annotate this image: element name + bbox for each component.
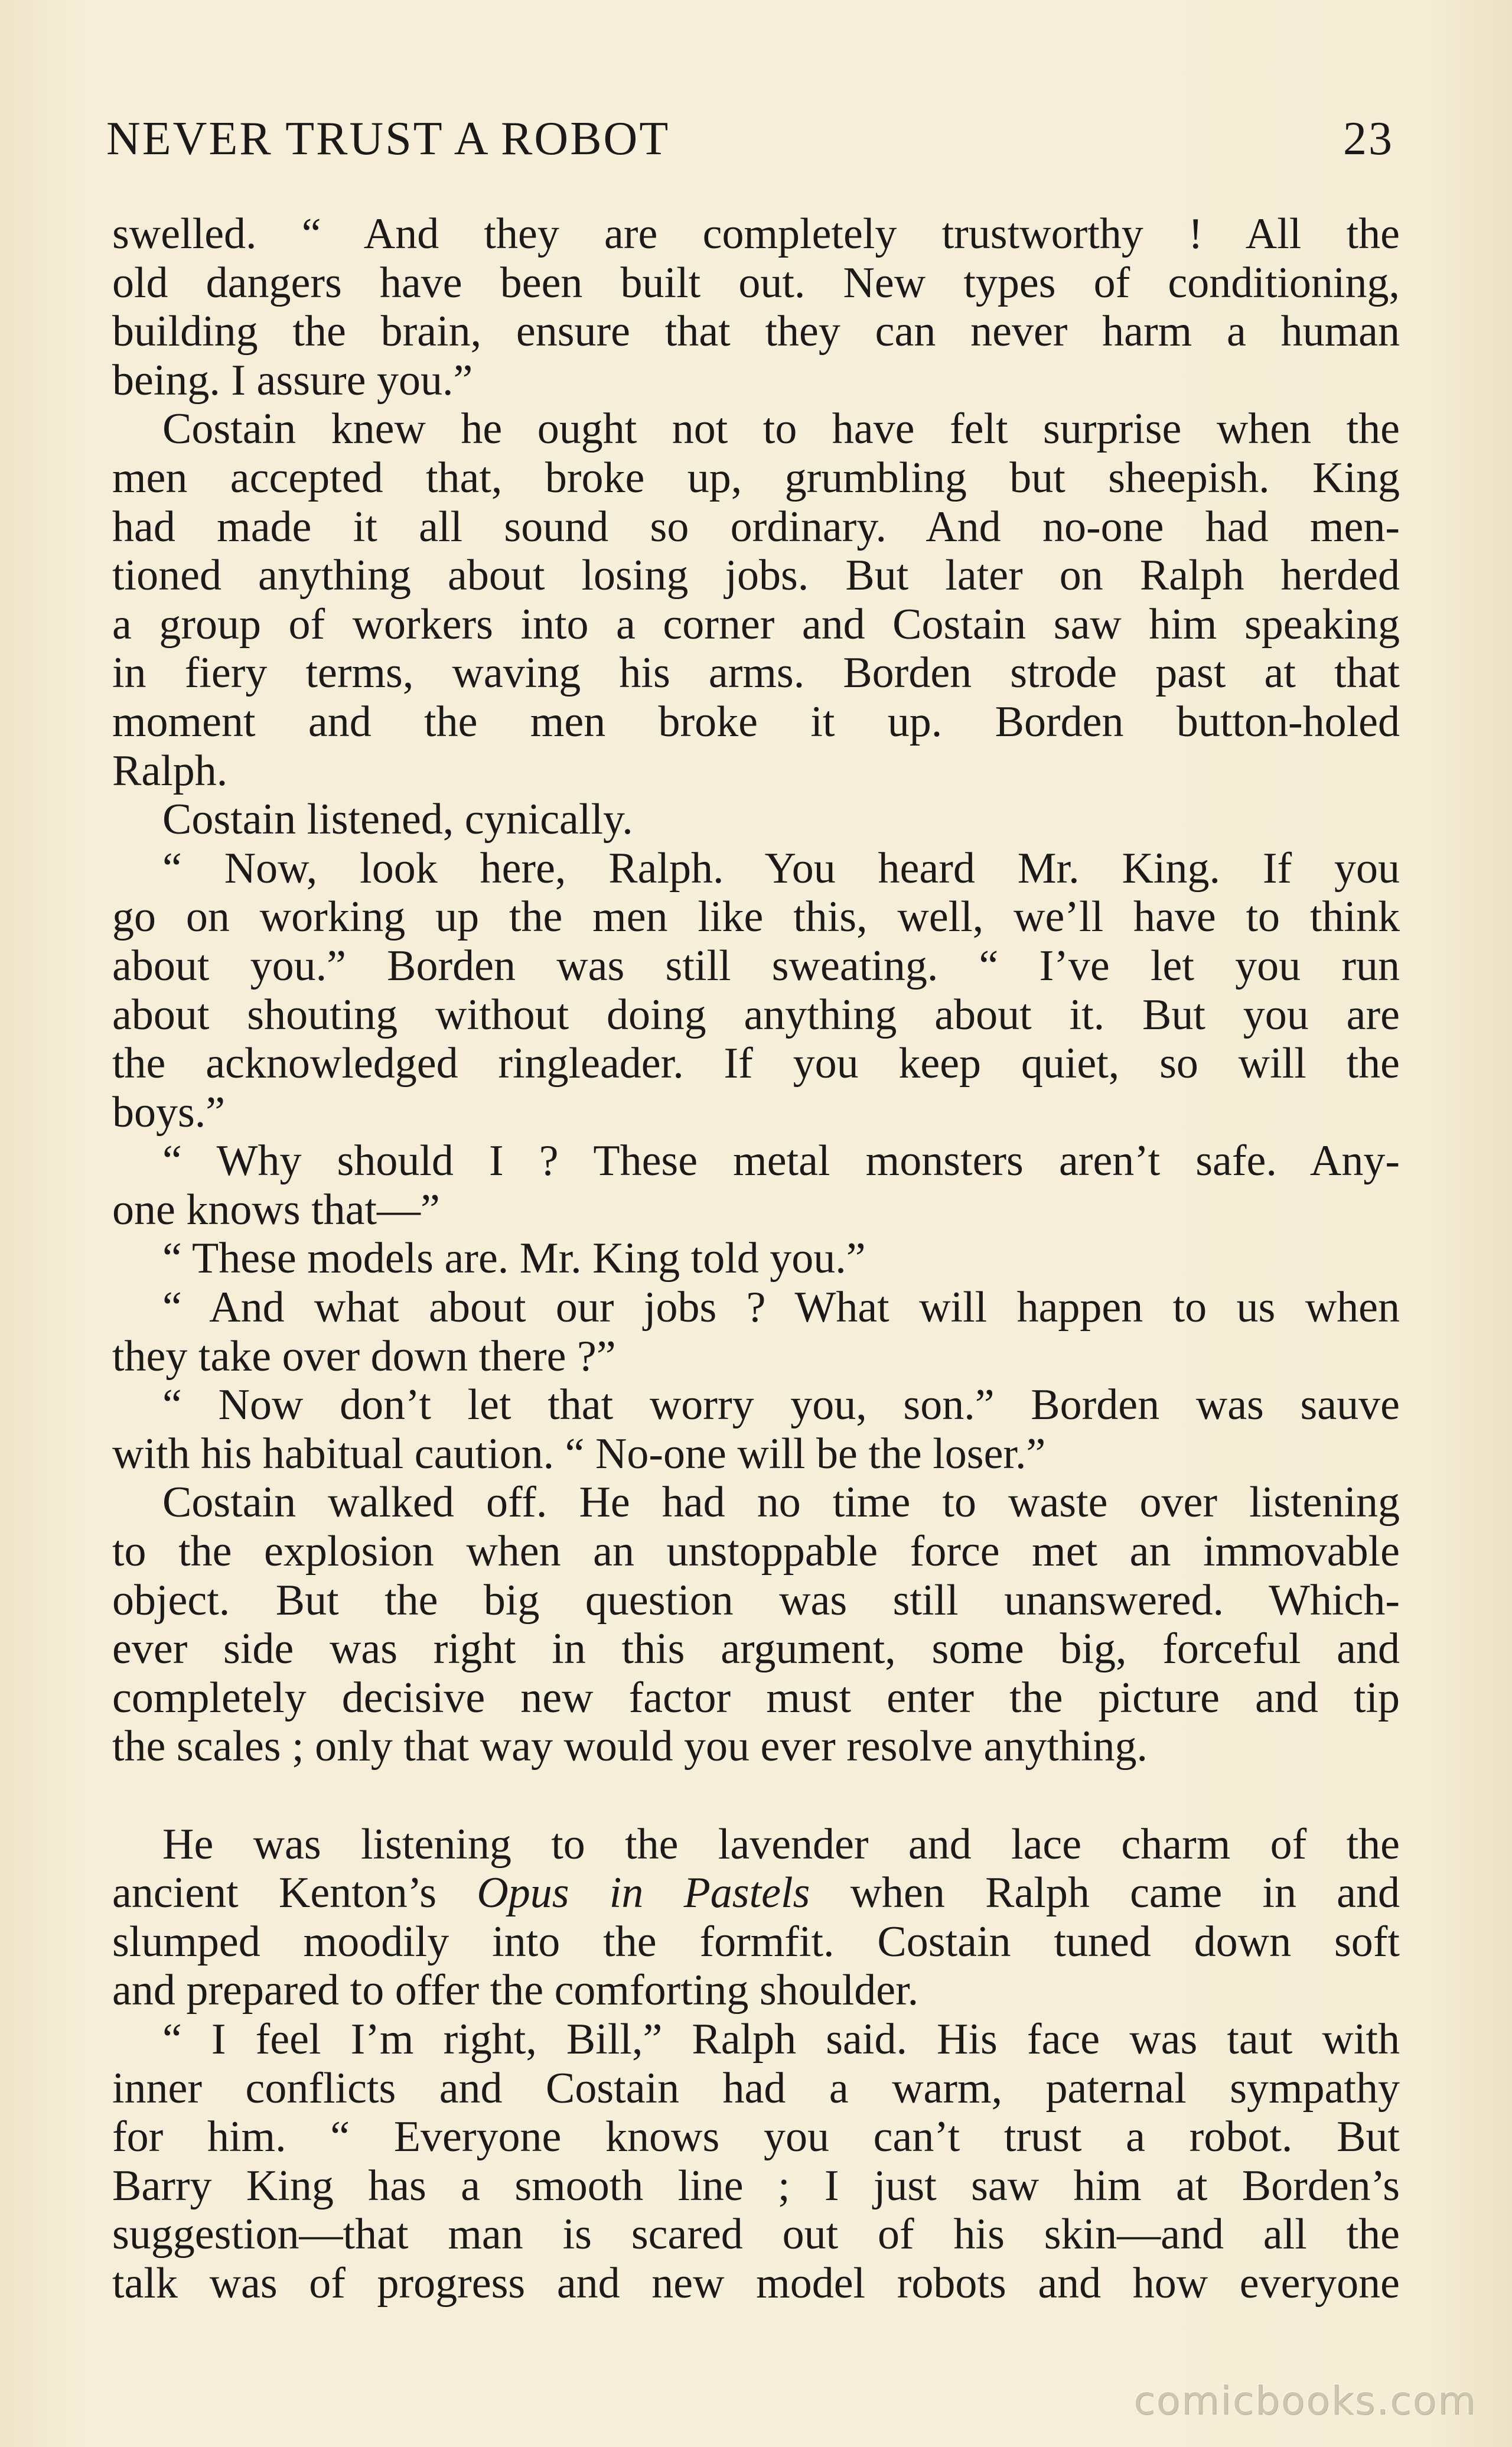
text-line: swelled. “ And they are completely trustworthy ! All the [112,210,1400,258]
text-line: a group of workers into a corner and Costain saw him speaking [112,600,1400,649]
text-line: moment and the men broke it up. Borden button-holed [112,697,1400,746]
text-line: slumped moodily into the formfit. Costain tuned down soft [112,1917,1400,1966]
text-line: go on working up the men like this, well, we’ll have to think [112,893,1400,942]
paragraph-first-line: He was listening to the lavender and lace charm of the [162,1820,1400,1869]
paragraph-first-line: Costain walked off. He had no time to waste over listening [162,1478,1400,1527]
text-line: to the explosion when an unstoppable force met an immovable [112,1527,1400,1576]
text-line: Barry King has a smooth line ; I just saw him at Borden’s [112,2161,1400,2210]
text-line: talk was of progress and new model robots and how everyone [112,2259,1400,2308]
text-line: object. But the big question was still unanswered. Which- [112,1576,1400,1625]
paragraph-first-line: “ I feel I’m right, Bill,” Ralph said. His face was taut with [162,2015,1400,2064]
text-line: in fiery terms, waving his arms. Borden strode past at that [112,649,1400,698]
paragraph-first-line: Costain knew he ought not to have felt surprise when the [162,405,1400,454]
text-line: boys.” [112,1088,226,1137]
text-line: the acknowledged ringleader. If you keep quiet, so will the [112,1039,1400,1088]
text-line: building the brain, ensure that they can never harm a human [112,307,1400,356]
chapter-title: NEVER TRUST A ROBOT [106,113,670,165]
paragraph-first-line: Costain listened, cynically. [162,795,633,844]
paragraph-first-line: “ Why should I ? These metal monsters aren’t safe. Any- [162,1137,1400,1186]
running-head [106,112,1394,177]
text-fragment: ancient Kenton’s [112,1869,437,1918]
paragraph-first-line: “ These models are. Mr. King told you.” [162,1234,866,1283]
text-line-with-italic-title [112,1869,1400,1918]
text-line: Ralph. [112,746,228,795]
text-line: old dangers have been built out. New types of conditioning, [112,258,1400,307]
text-line: being. I assure you.” [112,356,473,405]
section-break [112,1771,1400,1820]
page-number: 23 [1343,113,1394,165]
text-line: one knows that—” [112,1185,440,1234]
text-line: with his habitual caution. “ No-one will be the loser.” [112,1429,1046,1478]
italic-work-title: Opus in Pastels [477,1869,810,1918]
text-line: the scales ; only that way would you ever resolve anything. [112,1722,1148,1771]
text-line: about shouting without doing anything about it. But you are [112,990,1400,1039]
site-watermark: comicbooks.com [1133,2378,1477,2423]
text-line: for him. “ Everyone knows you can’t trust a robot. But [112,2113,1400,2162]
text-line: about you.” Borden was still sweating. “ I’ve let you run [112,941,1400,990]
paragraph-first-line: “ Now, look here, Ralph. You heard Mr. King. If you [162,844,1400,893]
text-line: and prepared to offer the comforting shoulder. [112,1966,919,2015]
text-fragment: when Ralph came in and [850,1869,1400,1918]
text-line: they take over down there ?” [112,1332,616,1381]
text-line: completely decisive new factor must enter the picture and tip [112,1673,1400,1722]
text-line: suggestion—that man is scared out of his skin—and all the [112,2210,1400,2259]
body-text [112,210,1400,2308]
text-line: ever side was right in this argument, some big, forceful and [112,1625,1400,1674]
text-line: inner conflicts and Costain had a warm, paternal sympathy [112,2064,1400,2113]
text-line: tioned anything about losing jobs. But later on Ralph herded [112,551,1400,600]
paragraph-first-line: “ And what about our jobs ? What will happen to us when [162,1283,1400,1332]
text-line: had made it all sound so ordinary. And no-one had men- [112,502,1400,551]
paragraph-first-line: “ Now don’t let that worry you, son.” Borden was sauve [162,1381,1400,1430]
text-line: men accepted that, broke up, grumbling but sheepish. King [112,453,1400,502]
